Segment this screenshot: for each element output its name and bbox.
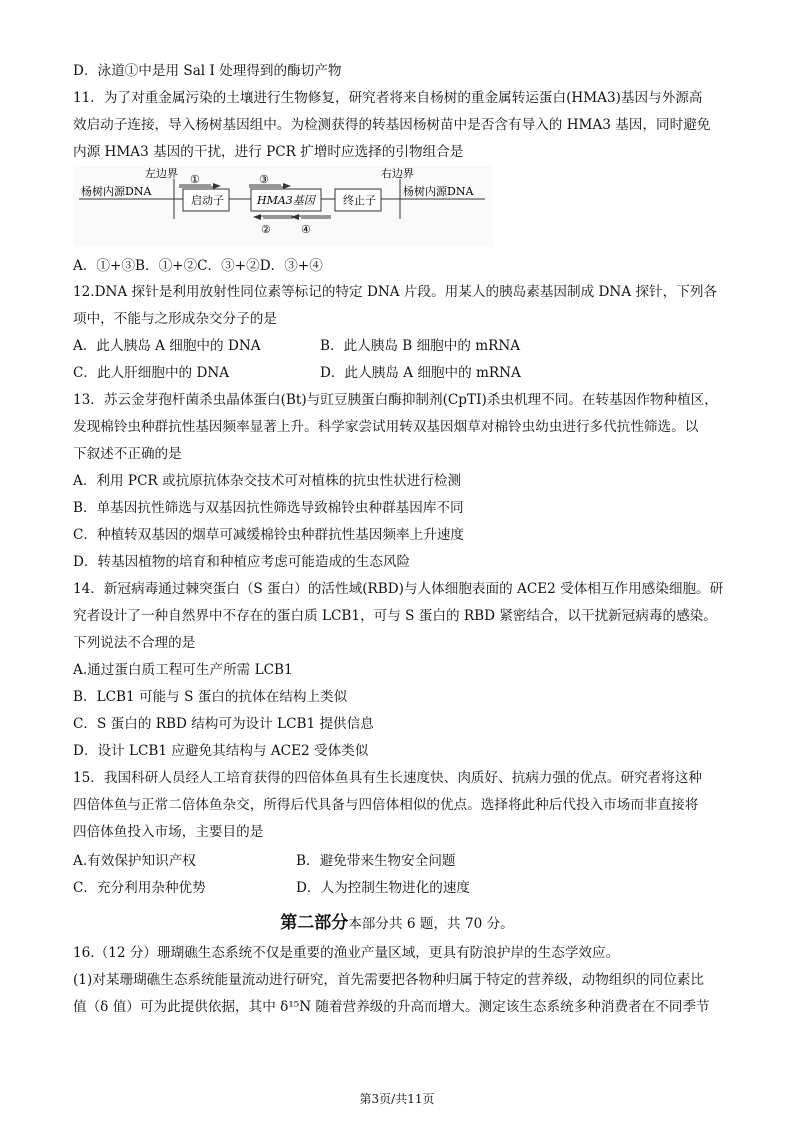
q15-option-d: D．人为控制生物进化的速度 <box>296 880 471 896</box>
q12-option-d: D．此人胰岛 A 细胞中的 mRNA <box>320 365 521 381</box>
primer-3-label: ③ <box>259 173 269 186</box>
q13-stem-3: 下叙述不正确的是 <box>73 446 182 462</box>
q11-options: A．①+③B．①+②C．③+②D．③+④ <box>73 258 323 274</box>
page-footer: 第3页/共11页 <box>359 1092 435 1106</box>
q11-stem-3: 内源 HMA3 基因的干扰，进行 PCR 扩增时应选择的引物组合是 <box>73 144 464 160</box>
q14-stem-3: 下列说法不合理的是 <box>73 635 196 651</box>
left-border-label: 左边界 <box>145 167 178 180</box>
q16-stem-1: 16.（12 分）珊瑚礁生态系统不仅是重要的渔业产量区域，更具有防浪护岸的生态学效应。 <box>73 945 620 961</box>
q14-option-c: C．S 蛋白的 RBD 结构可为设计 LCB1 提供信息 <box>73 716 374 732</box>
left-dna-label: 杨树内源DNA <box>81 185 152 198</box>
q12-stem-2: 项中，不能与之形成杂交分子的是 <box>73 311 277 327</box>
gene-label: HMA3基因 <box>257 194 315 207</box>
q13-option-c: C．种植转双基因的烟草可减缓棉铃虫种群抗性基因频率上升速度 <box>73 527 465 543</box>
q12-stem-1: 12.DNA 探针是利用放射性同位素等标记的特定 DNA 片段。用某人的胰岛素基因制成 DNA 探针，下列各 <box>73 284 718 300</box>
primer-2-label: ② <box>261 223 271 236</box>
q12-option-c: C．此人肝细胞中的 DNA <box>73 365 230 381</box>
q14-stem-2: 究者设计了一种自然界中不存在的蛋白质 LCB1，可与 S 蛋白的 RBD 紧密结合，以干扰新冠病毒的感染。 <box>73 608 717 624</box>
q13-stem-1: 13．苏云金芽孢杆菌杀虫晶体蛋白(Bt)与豇豆胰蛋白酶抑制剂(CpTⅠ)杀虫机理不同。在转基因作物种植区， <box>73 392 718 408</box>
q10-option-d: D．泳道①中是用 Sal Ⅰ 处理得到的酶切产物 <box>73 63 342 79</box>
q13-stem-2: 发现棉铃虫种群抗性基因频率显著上升。科学家尝试用转双基因烟草对棉铃虫幼虫进行多代抗性筛选。以 <box>73 419 699 435</box>
q16-stem-3: 值（δ 值）可为此提供依据，其中 δ¹⁵N 随着营养级的升高而增大。测定该生态系统多种消费者在不同季节 <box>73 999 710 1015</box>
q12-option-a: A．此人胰岛 A 细胞中的 DNA <box>73 338 261 354</box>
q14-stem-1: 14．新冠病毒通过棘突蛋白（S 蛋白）的活性域(RBD)与人体细胞表面的 ACE2 受体相互作用感染细胞。研 <box>73 581 724 597</box>
q15-stem-2: 四倍体鱼与正常二倍体鱼杂交，所得后代具备与四倍体相似的优点。选择将此种后代投入市场而非直接将 <box>73 797 699 813</box>
q11-stem-1: 11．为了对重金属污染的土壤进行生物修复，研究者将来自杨树的重金属转运蛋白(HMA3)基因与外源高 <box>73 90 703 106</box>
part2-title: 第二部分 <box>280 913 349 933</box>
q11-stem-2: 效启动子连接，导入杨树基因组中。为检测获得的转基因杨树苗中是否含有导入的 HMA3 基因，同时避免 <box>73 117 711 133</box>
q13-option-b: B．单基因抗性筛选与双基因抗性筛选导致棉铃虫种群基因库不同 <box>73 500 464 516</box>
right-dna-label: 杨树内源DNA <box>403 185 474 198</box>
q16-stem-2: (1)对某珊瑚礁生态系统能量流动进行研究，首先需要把各物种归属于特定的营养级，动物组织的同位素比 <box>73 972 704 988</box>
primer-1-label: ① <box>190 173 200 186</box>
primer-4-label: ④ <box>301 223 311 236</box>
q14-option-a: A.通过蛋白质工程可生产所需 LCB1 <box>73 662 293 678</box>
q15-option-a: A.有效保护知识产权 <box>73 853 196 869</box>
promoter-label: 启动子 <box>191 194 224 207</box>
q13-option-d: D．转基因植物的培育和种植应考虑可能造成的生态风险 <box>73 554 411 570</box>
q15-stem-1: 15．我国科研人员经人工培育获得的四倍体鱼具有生长速度快、肉质好、抗病力强的优点。研究者将这种 <box>73 770 703 786</box>
q15-stem-3: 四倍体鱼投入市场，主要目的是 <box>73 824 264 840</box>
terminator-label: 终止子 <box>343 194 376 207</box>
q14-option-b: B．LCB1 可能与 S 蛋白的抗体在结构上类似 <box>73 689 348 705</box>
q14-option-d: D．设计 LCB1 应避免其结构与 ACE2 受体类似 <box>73 743 369 759</box>
q15-option-c: C．充分利用杂种优势 <box>73 880 206 896</box>
part2-heading <box>0 908 794 933</box>
gene-construct-diagram <box>73 165 493 247</box>
part2-subtitle: 本部分共 6 题，共 70 分。 <box>348 916 514 932</box>
q12-option-b: B．此人胰岛 B 细胞中的 mRNA <box>320 338 521 354</box>
right-border-label: 右边界 <box>381 167 414 180</box>
q13-option-a: A．利用 PCR 或抗原抗体杂交技术可对植株的抗虫性状进行检测 <box>73 473 462 489</box>
q15-option-b: B．避免带来生物安全问题 <box>296 853 456 869</box>
